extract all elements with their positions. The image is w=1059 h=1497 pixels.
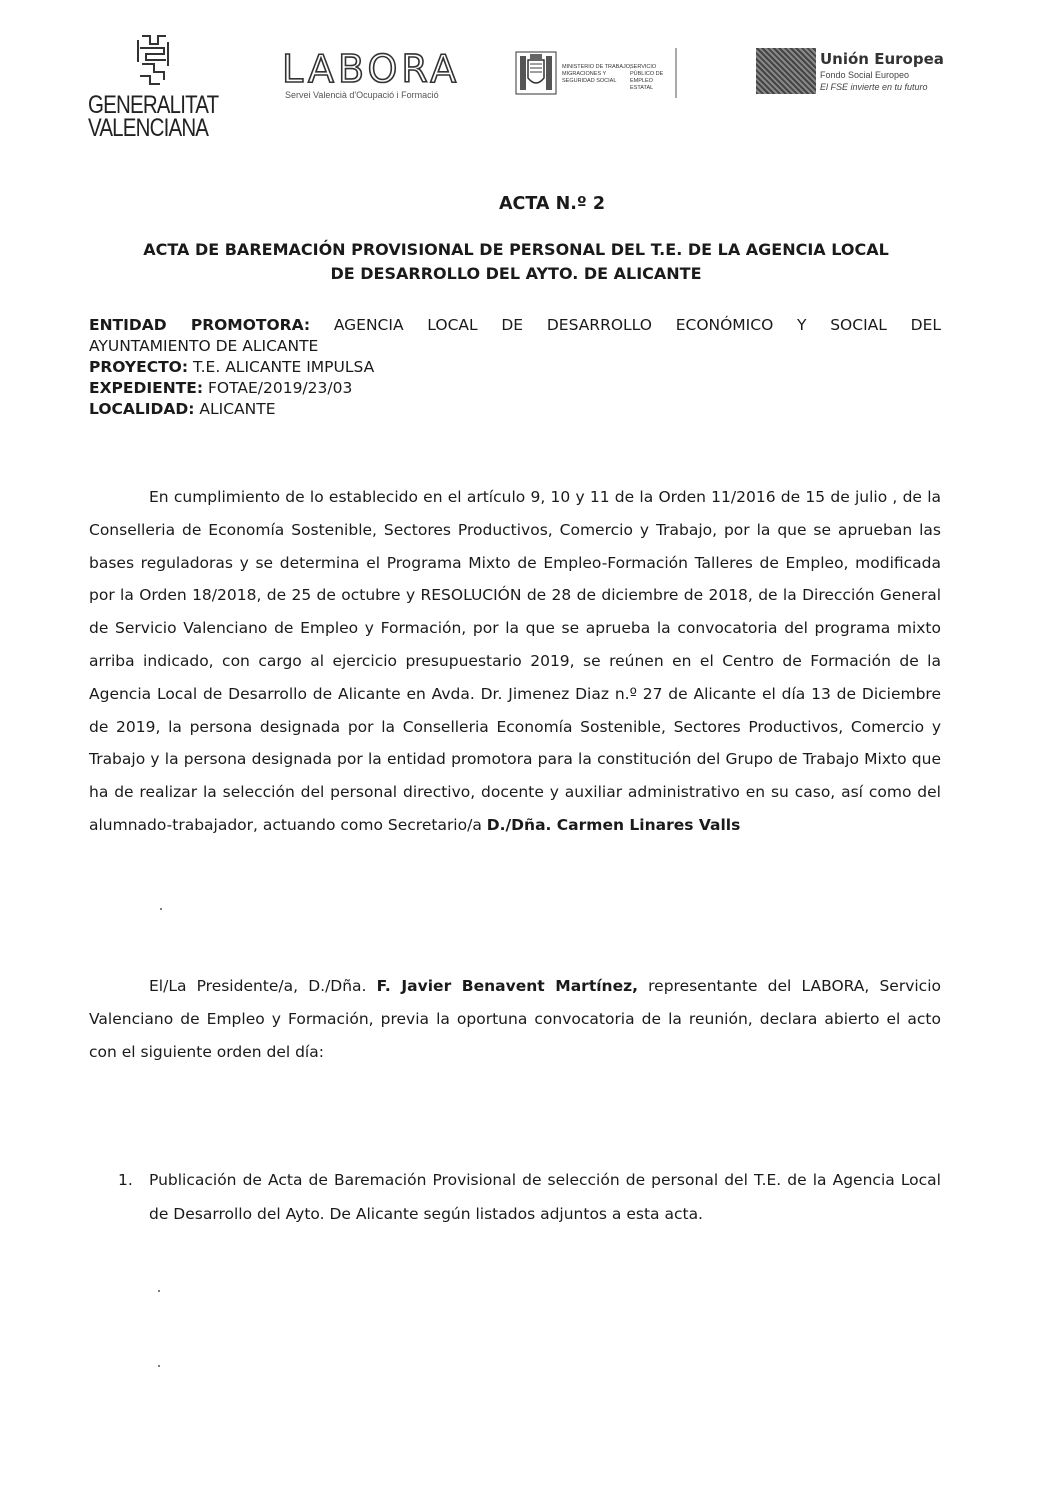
expediente-label: EXPEDIENTE:: [89, 379, 204, 397]
paragraph-2-text-b: representante del LABORA, Servicio Valenciano de Empleo y Formación, previa la oportuna convocatoria de la reunión, declara abierto el acto con el siguiente orden del día:: [89, 977, 941, 1061]
presidente-name: F. Javier Benavent Martínez,: [376, 977, 638, 995]
spain-coat-of-arms-icon: [514, 50, 558, 96]
labora-wordmark: LABORA: [282, 47, 461, 91]
generalitat-line-1: GENERALITAT: [88, 91, 219, 119]
localidad-row: [89, 399, 941, 420]
main-title-line-1: ACTA DE BAREMACIÓN PROVISIONAL DE PERSONAL DEL T.E. DE LA AGENCIA LOCAL: [143, 240, 889, 259]
eu-flag-icon: [756, 48, 816, 94]
agenda-list: [118, 1163, 941, 1231]
main-title: [90, 238, 942, 286]
union-europea-logo: [756, 48, 976, 98]
generalitat-text: [88, 91, 219, 142]
entidad-row: [89, 315, 941, 336]
entidad-value-line-2: AYUNTAMIENTO DE ALICANTE: [89, 337, 319, 355]
list-item: [118, 1163, 941, 1231]
proyecto-label: PROYECTO:: [89, 358, 189, 376]
secretario-name: D./Dña. Carmen Linares Valls: [486, 815, 741, 834]
scan-speck: [158, 1290, 160, 1292]
expediente-row: [89, 378, 941, 399]
eu-slogan: El FSE invierte en tu futuro: [820, 82, 928, 92]
list-item-text: Publicación de Acta de Baremación Provisional de selección de personal del T.E. de la Agencia Local de Desarrollo del Ayto. De Alicante según listados adjuntos a esta acta.: [149, 1171, 941, 1223]
paragraph-2-text-a: El/La Presidente/a, D./Dña.: [149, 977, 377, 995]
eu-title: Unión Europea: [820, 50, 944, 68]
info-block: [89, 315, 941, 420]
proyecto-value: T.E. ALICANTE IMPULSA: [193, 358, 375, 376]
list-item-number: 1.: [118, 1171, 133, 1189]
entidad-label: ENTIDAD PROMOTORA:: [89, 316, 311, 334]
sepe-name: SERVICIO PÚBLICO DE EMPLEO ESTATAL: [630, 64, 664, 91]
ministry-name: MINISTERIO DE TRABAJO, MIGRACIONES Y SEGURIDAD SOCIAL: [562, 64, 632, 84]
scan-speck: [158, 1365, 160, 1367]
generalitat-valenciana-logo: [88, 32, 223, 150]
localidad-value: ALICANTE: [199, 400, 276, 418]
labora-logo: [282, 48, 472, 108]
labora-tagline: Servei Valencià d'Ocupació i Formació: [285, 90, 439, 100]
generalitat-line-2: VALENCIANA: [88, 114, 209, 142]
scan-speck: [160, 908, 162, 910]
main-title-line-2: DE DESARROLLO DEL AYTO. DE ALICANTE: [330, 264, 702, 283]
paragraph-1: [89, 481, 941, 842]
proyecto-row: [89, 357, 941, 378]
eu-fund-name: Fondo Social Europeo: [820, 70, 910, 80]
entidad-value-line-1: AGENCIA LOCAL DE DESARROLLO ECONÓMICO Y SOCIAL DEL: [333, 316, 941, 334]
localidad-label: LOCALIDAD:: [89, 400, 195, 418]
generalitat-emblem-icon: [134, 32, 172, 88]
expediente-value: FOTAE/2019/23/03: [207, 379, 353, 397]
paragraph-2: [89, 970, 941, 1068]
paragraph-1-text: En cumplimiento de lo establecido en el artículo 9, 10 y 11 de la Orden 11/2016 de 15 de julio , de la Conselleria de Economía Sostenible, Sectores Productivos, Comercio y Trabajo, por la que se aprueban las bases reguladoras y se determina el Programa Mixto de Empleo-Formación Talleres de Empleo, modificada por la Orden 18/2018, de 25 de octubre y RESOLUCIÓN de 28 de diciembre de 2018, de la Dirección General de Servicio Valenciano de Empleo y Formación, por la que se aprueba la convocatoria del programa mixto arriba indicado, con cargo al ejercicio presupuestario 2019, se reúnen en el Centro de Formación de la Agencia Local de Desarrollo de Alicante en Avda. Dr. Jimenez Diaz n.º 27 de Alicante el día 13 de Diciembre de 2019, la persona designada por la Conselleria Economía Sostenible, Sectores Productivos, Comercio y Trabajo y la persona designada por la entidad promotora para la constitución del Grupo de Trabajo Mixto que ha de realizar la selección del personal directivo, docente y auxiliar administrativo en su caso, así como del alumnado-trabajador, actuando como Secretario/a: [89, 488, 941, 834]
ministry-logo: [514, 48, 678, 100]
ministry-divider-icon: [674, 48, 678, 98]
acta-title: ACTA N.º 2: [498, 194, 606, 214]
